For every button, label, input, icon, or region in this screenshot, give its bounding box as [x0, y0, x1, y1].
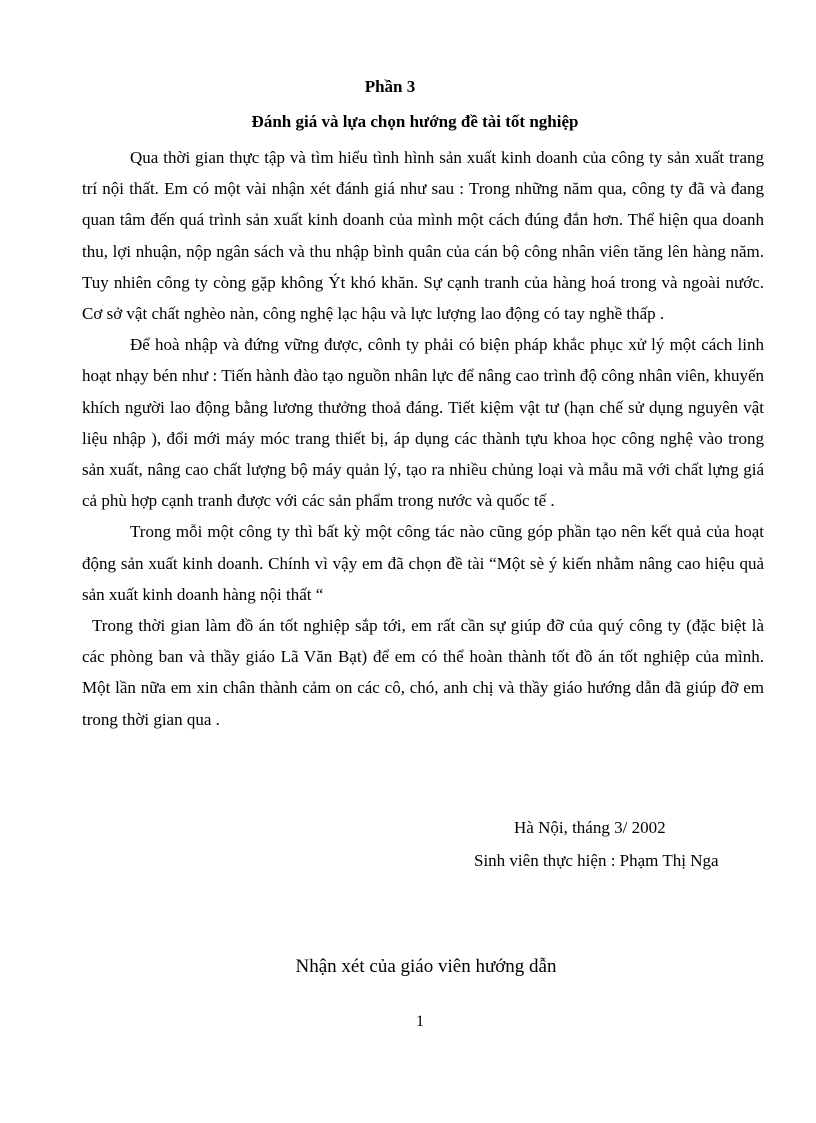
paragraph-thanks: Trong thời gian làm đồ án tốt nghiệp sắp tới, em rất cần sự giúp đỡ của quý công ty (đặc biệt là các phòng ban và thầy giáo Lã Văn Bạt) để em có thể hoàn thành tốt đồ án tốt nghiệp của mình. Một lần nữa em xin chân thành cảm on các cô, chó, anh chị và thầy giáo hướng dẫn đã giúp đỡ em trong thời gian qua .: [82, 616, 764, 729]
part-label: Phần 3: [364, 77, 416, 96]
paragraph-topic-choice: Trong mỗi một công ty thì bất kỳ một công tác nào cũng góp phần tạo nên kết quả của hoạt động sản xuất kinh doanh. Chính vì vậy em đã chọn đề tài “Một sè ý kiến nhằm nâng cao hiệu quả sản xuất kinh doanh hàng nội thất “: [82, 522, 764, 604]
page-number: 1: [416, 1013, 424, 1030]
paragraph-assessment: Qua thời gian thực tập và tìm hiểu tình hình sản xuất kinh doanh của công ty sản xuất trang trí nội thất. Em có một vài nhận xét đánh giá như sau : Trong những năm qua, công ty đã và đang quan tâm đến quá trình sản xuất kinh doanh của mình một cách đúng đắn hơn. Thể hiện qua doanh thu, lợi nhuận, nộp ngân sách và thu nhập bình quân của cán bộ công nhân viên tăng lên hàng năm. Tuy nhiên công ty còng gặp không Ýt khó khăn. Sự cạnh tranh của hàng hoá trong và ngoài nước. Cơ sở vật chất nghèo nàn, công nghệ lạc hậu và lực lượng lao động có tay nghề thấp .: [82, 148, 764, 324]
place-date: Hà Nội, tháng 3/ 2002: [514, 818, 666, 837]
student-signature: Sinh viên thực hiện : Phạm Thị Nga: [474, 851, 719, 870]
supervisor-review-heading: Nhận xét của giáo viên hướng dẫn: [295, 956, 557, 977]
body-text: [82, 142, 764, 735]
paragraph-solutions: Để hoà nhập và đứng vững được, cônh ty phải có biện pháp khắc phục xử lý một cách linh hoạt nhạy bén như : Tiến hành đào tạo nguồn nhân lực để nâng cao trình độ công nhân viên, khuyến khích người lao động bằng lương thưởng thoả đáng. Tiết kiệm vật tư (hạn chế sử dụng nguyên vật liệu nhập ), đổi mới máy móc trang thiết bị, áp dụng các thành tựu khoa học công nghệ vào trong sản xuất, nâng cao chất lượng bộ máy quản lý, tạo ra nhiều chủng loại và mẫu mã với chất lựng giá cả phù hợp cạnh tranh được với các sản phẩm trong nước và quốc tế .: [82, 335, 764, 511]
page-title: Đánh giá và lựa chọn hướng đề tài tốt nghiệp: [251, 112, 579, 131]
